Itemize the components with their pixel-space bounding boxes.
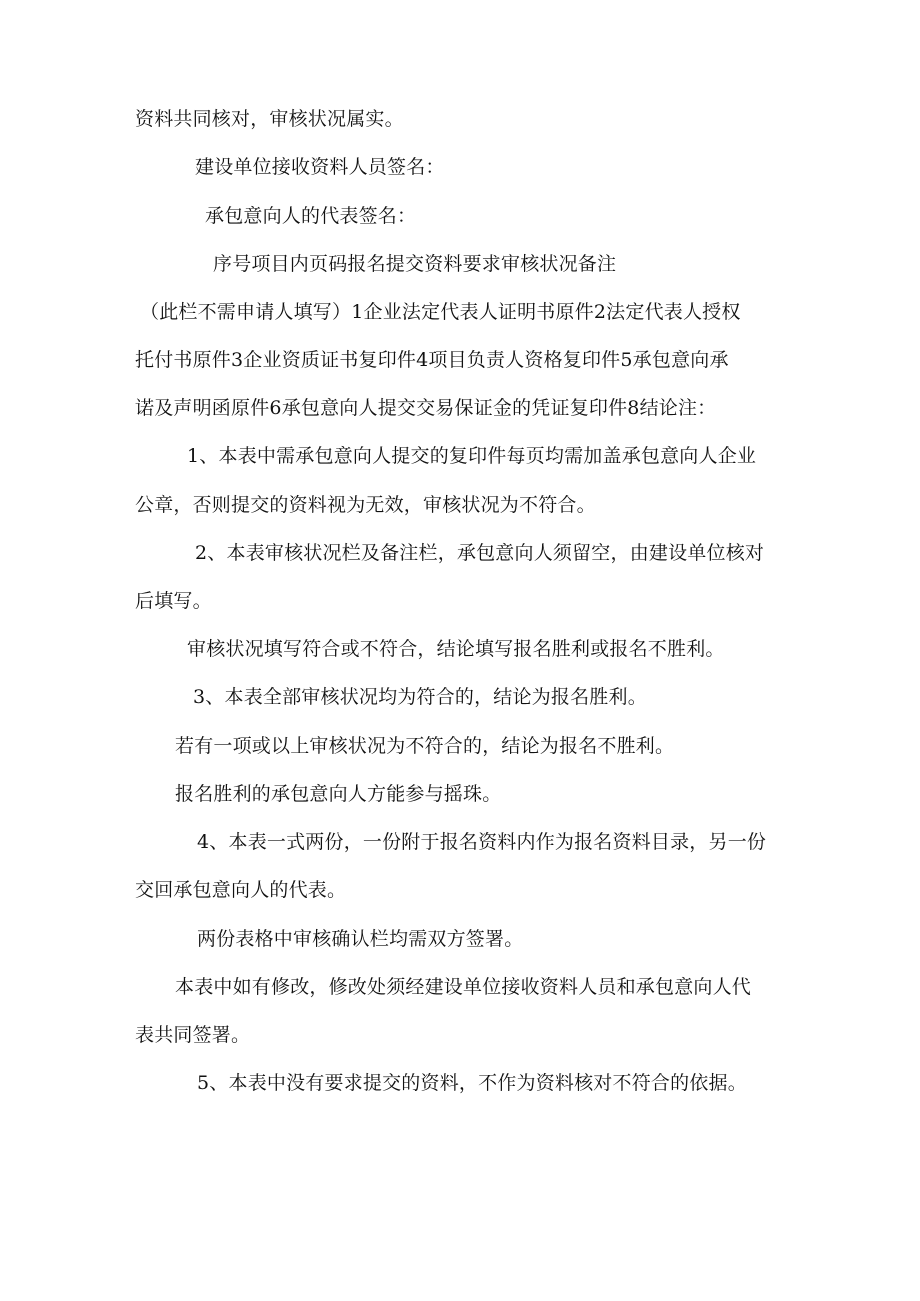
text-line-12: 审核状况填写符合或不符合，结论填写报名胜利或报名不胜利。: [187, 638, 725, 660]
text-line-6: 托付书原件3企业资质证书复印件4项目负责人资格复印件5承包意向承: [135, 349, 729, 371]
text-line-3: 承包意向人的代表签名：: [205, 205, 417, 227]
text-line-10: 2、本表审核状况栏及备注栏，承包意向人须留空，由建设单位核对: [195, 542, 765, 564]
text-line-15: 报名胜利的承包意向人方能参与摇珠。: [175, 783, 502, 805]
text-line-13: 3、本表全部审核状况均为符合的，结论为报名胜利。: [193, 686, 647, 708]
text-line-19: 本表中如有修改，修改处须经建设单位接收资料人员和承包意向人代: [175, 976, 752, 998]
text-line-20: 表共同签署。: [135, 1024, 251, 1046]
text-line-14: 若有一项或以上审核状况为不符合的，结论为报名不胜利。: [175, 735, 675, 757]
text-line-18: 两份表格中审核确认栏均需双方签署。: [197, 928, 524, 950]
text-line-5: （此栏不需申请人填写）1企业法定代表人证明书原件2法定代表人授权: [140, 301, 741, 323]
text-line-1: 资料共同核对，审核状况属实。: [135, 108, 404, 130]
text-line-21: 5、本表中没有要求提交的资料，不作为资料核对不符合的依据。: [197, 1072, 747, 1094]
text-line-2: 建设单位接收资料人员签名：: [195, 156, 445, 178]
text-line-11: 后填写。: [135, 590, 212, 612]
text-line-9: 公章，否则提交的资料视为无效，审核状况为不符合。: [135, 494, 596, 516]
text-line-4: 序号项目内页码报名提交资料要求审核状况备注: [213, 253, 617, 275]
text-line-7: 诺及声明函原件6承包意向人提交交易保证金的凭证复印件8结论注：: [135, 397, 717, 419]
text-line-16: 4、本表一式两份，一份附于报名资料内作为报名资料目录，另一份: [197, 831, 767, 853]
text-line-8: 1、本表中需承包意向人提交的复印件每页均需加盖承包意向人企业: [187, 445, 757, 467]
text-line-17: 交回承包意向人的代表。: [135, 879, 347, 901]
